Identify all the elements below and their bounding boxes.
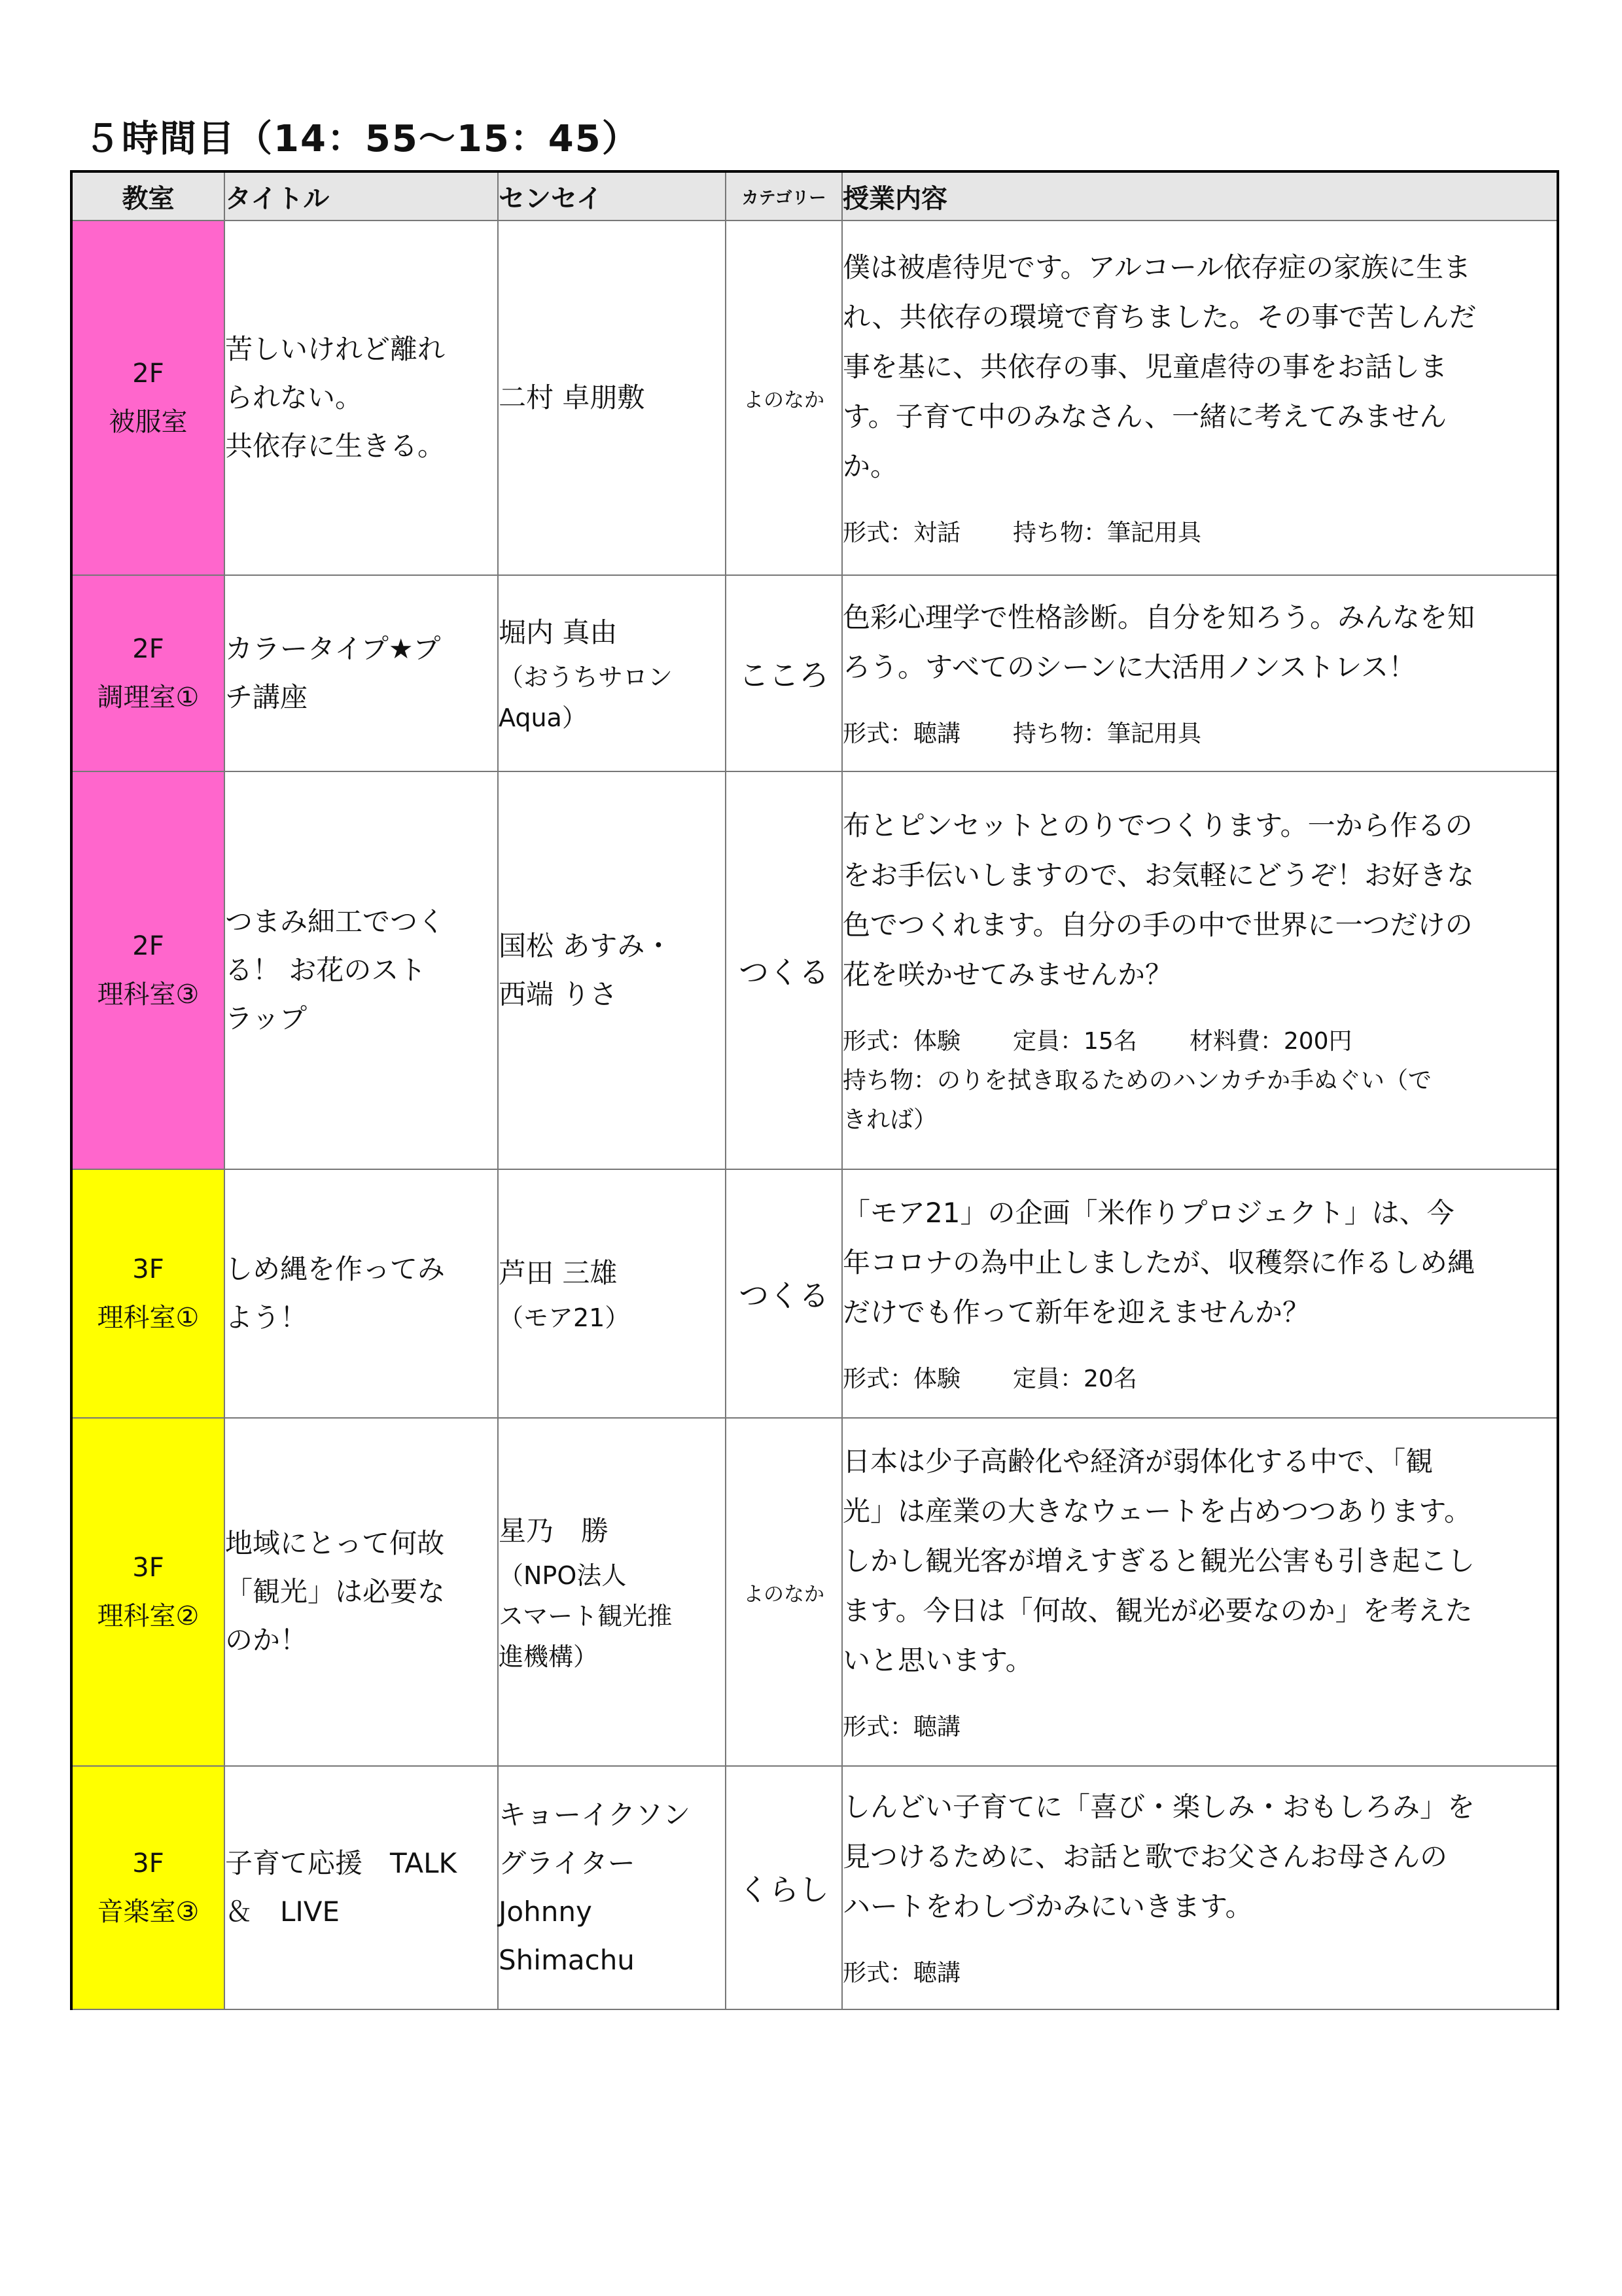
content-line: 見つけるために、お話と歌でお父さんお母さんの (843, 1841, 1448, 1873)
teacher-cell (498, 1766, 726, 2009)
teacher-cell (498, 1169, 726, 1418)
page-title: ５時間目（14：55～15：45） (84, 118, 640, 160)
format-item: 材料費：200円 (1189, 1028, 1352, 1055)
content-line: れ、共依存の環境で育ちました。その事で苦しんだ (843, 301, 1477, 333)
teacher-cell (498, 221, 726, 575)
belongings-line (843, 1061, 1557, 1140)
header-teacher: センセイ (498, 171, 726, 221)
format-item: 形式：体験 (843, 1028, 961, 1055)
header-room: 教室 (71, 171, 224, 221)
content-line: ハートをわしづかみにいきます。 (843, 1890, 1253, 1922)
content-line: 布とピンセットとのりでつくります。一から作るの (843, 809, 1473, 841)
teacher-cell (498, 575, 726, 771)
room-label: 被服室 (109, 407, 188, 437)
floor-label: 2F (132, 931, 164, 961)
title-cell (224, 221, 498, 575)
category-cell: くらし (726, 1766, 842, 2009)
content-line: 年コロナの為中止しましたが、収穫祭に作るしめ縄 (843, 1246, 1475, 1279)
format-line (843, 514, 1557, 553)
title-cell (224, 1766, 498, 2009)
format-item: 定員：20名 (1013, 1366, 1137, 1392)
category-cell: つくる (726, 771, 842, 1169)
content-line: 日本は少子高齢化や経済が弱体化する中で、「観 (843, 1445, 1434, 1477)
title-line: よう！ (225, 1301, 308, 1333)
title-line: る！ お花のスト (225, 954, 427, 986)
title-line: 共依存に生きる。 (225, 430, 446, 462)
title-line: 地域にとって何故 (225, 1527, 445, 1559)
category-cell: よのなか (726, 221, 842, 575)
content-line: 僕は被虐待児です。アルコール依存症の家族に生ま (843, 251, 1472, 283)
teacher-affiliation: （おうちサロン (499, 663, 673, 692)
room-label: 調理室① (97, 682, 200, 713)
content-line: す。子育て中のみなさん、一緒に考えてみません (843, 400, 1447, 433)
room-cell (71, 1169, 224, 1418)
title-line: 苦しいけれど離れ (225, 333, 446, 365)
table-row (71, 221, 1558, 575)
belongings-text: 持ち物：のりを拭き取るためのハンカチか手ぬぐい（で (843, 1067, 1432, 1094)
content-line: ます。今日は「何故、観光が必要なのか」を考えた (843, 1595, 1473, 1627)
title-line: ラップ (225, 1002, 308, 1034)
content-cell (842, 771, 1558, 1169)
format-line (843, 1360, 1557, 1399)
teacher-name: 星乃 勝 (499, 1515, 609, 1547)
room-cell (71, 1418, 224, 1766)
room-cell (71, 221, 224, 575)
header-row (71, 171, 1558, 221)
content-line: 光」は産業の大きなウェートを占めつつあります。 (843, 1495, 1472, 1527)
category-cell: よのなか (726, 1418, 842, 1766)
teacher-name: グライター (499, 1847, 635, 1879)
teacher-cell (498, 771, 726, 1169)
title-line: つまみ細工でつく (225, 906, 446, 938)
title-line: られない。 (225, 381, 363, 414)
floor-label: 3F (132, 1254, 164, 1284)
category-cell: こころ (726, 575, 842, 771)
room-cell (71, 771, 224, 1169)
belongings-text: きれば） (843, 1106, 938, 1133)
title-line: しめ縄を作ってみ (225, 1253, 446, 1285)
content-line: しんどい子育てに「喜び・楽しみ・おもしろみ」を (843, 1791, 1475, 1823)
title-line: 子育て応援 TALK (225, 1847, 457, 1879)
format-line (843, 715, 1557, 754)
content-line: 「モア21」の企画「米作りプロジェクト」は、今 (843, 1197, 1455, 1229)
format-item: 持ち物：筆記用具 (1013, 520, 1202, 546)
teacher-name: 二村 卓朋敷 (499, 381, 645, 414)
teacher-cell (498, 1418, 726, 1766)
title-line: 「観光」は必要な (225, 1576, 446, 1608)
header-content: 授業内容 (842, 171, 1558, 221)
format-line (843, 1708, 1557, 1747)
content-line: だけでも作って新年を迎えませんか？ (843, 1296, 1311, 1328)
teacher-name: Shimachu (499, 1944, 635, 1976)
content-line: しかし観光客が増えすぎると観光公害も引き起こし (843, 1545, 1475, 1577)
teacher-name: 西端 りさ (499, 978, 618, 1010)
title-cell (224, 1169, 498, 1418)
teacher-affiliation: スマート観光推 (499, 1602, 673, 1631)
content-line: ろう。すべてのシーンに大活用ノンストレス！ (843, 651, 1417, 683)
format-item: 持ち物：筆記用具 (1013, 720, 1202, 747)
content-cell (842, 1766, 1558, 2009)
teacher-affiliation: （モア21） (499, 1303, 630, 1332)
content-line: 事を基に、共依存の事、児童虐待の事をお話しま (843, 351, 1448, 383)
table-row (71, 1766, 1558, 2009)
room-cell (71, 1766, 224, 2009)
format-item: 形式：対話 (843, 520, 961, 546)
title-line: カラータイプ★プ (225, 633, 441, 665)
format-line (843, 1954, 1557, 1993)
title-cell (224, 575, 498, 771)
content-line: 色彩心理学で性格診断。自分を知ろう。みんなを知 (843, 601, 1475, 633)
content-line: いと思います。 (843, 1644, 1033, 1676)
room-cell (71, 575, 224, 771)
content-line: 色でつくれます。自分の手の中で世界に一つだけの (843, 909, 1473, 941)
content-line: 花を咲かせてみませんか？ (843, 959, 1173, 991)
category-cell: つくる (726, 1169, 842, 1418)
format-line (843, 1022, 1557, 1061)
floor-label: 2F (132, 359, 164, 389)
format-item: 形式：体験 (843, 1366, 961, 1392)
floor-label: 3F (132, 1553, 164, 1583)
title-cell (224, 771, 498, 1169)
room-label: 理科室① (97, 1303, 200, 1333)
content-line: をお手伝いしますので、お気軽にどうぞ！お好きな (843, 859, 1475, 891)
room-label: 理科室③ (97, 980, 200, 1010)
content-cell (842, 1418, 1558, 1766)
schedule-table (70, 170, 1559, 2010)
content-cell (842, 221, 1558, 575)
teacher-affiliation: （NPO法人 (499, 1561, 627, 1590)
format-item: 形式：聴講 (843, 720, 961, 747)
header-title: タイトル (224, 171, 498, 221)
teacher-affiliation: 進機構） (499, 1642, 599, 1671)
format-item: 形式：聴講 (843, 1960, 961, 1987)
content-cell (842, 575, 1558, 771)
teacher-name: 堀内 真由 (499, 616, 618, 648)
format-item: 定員：15名 (1013, 1028, 1137, 1055)
teacher-affiliation: Aqua） (499, 703, 587, 732)
table-row (71, 1418, 1558, 1766)
content-cell (842, 1169, 1558, 1418)
room-label: 音楽室③ (97, 1897, 200, 1927)
content-line: か。 (843, 450, 898, 482)
title-line: ＆ LIVE (225, 1896, 340, 1928)
teacher-name: キョーイクソン (499, 1799, 691, 1831)
teacher-name: 芦田 三雄 (499, 1257, 618, 1289)
title-line: のか！ (225, 1624, 308, 1656)
header-category: カテゴリー (726, 171, 842, 221)
table-row (71, 771, 1558, 1169)
teacher-name: 国松 あすみ・ (499, 930, 673, 962)
table-row (71, 575, 1558, 771)
floor-label: 2F (132, 634, 164, 664)
title-cell (224, 1418, 498, 1766)
teacher-name: Johnny (499, 1896, 592, 1928)
floor-label: 3F (132, 1848, 164, 1879)
table-row (71, 1169, 1558, 1418)
format-item: 形式：聴講 (843, 1714, 961, 1740)
room-label: 理科室② (97, 1601, 200, 1631)
title-line: チ講座 (225, 681, 308, 713)
